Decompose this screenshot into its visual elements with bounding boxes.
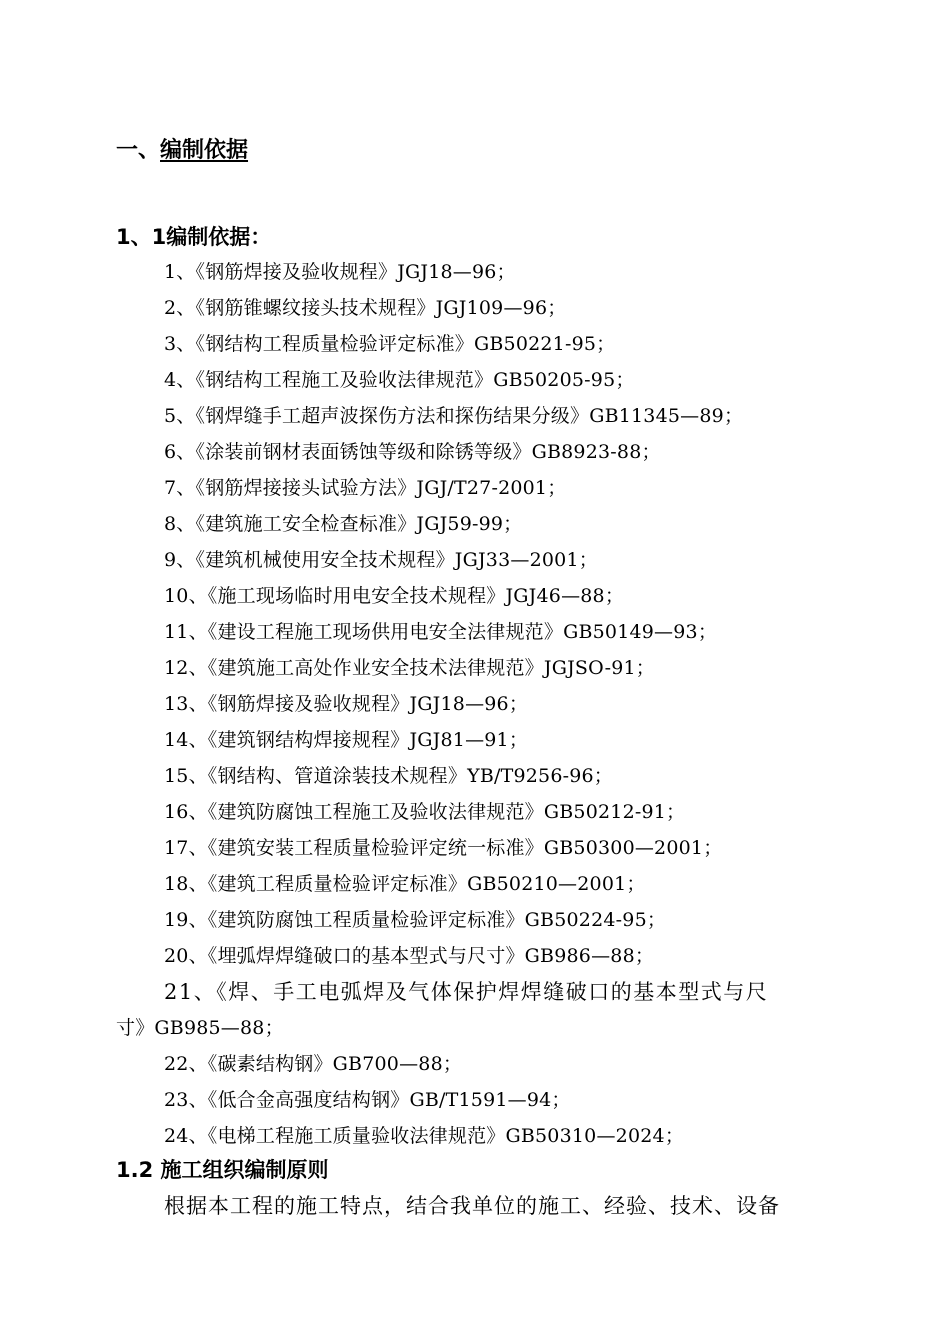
reference-item: 12、《建筑施工高处作业安全技术法律规范》JGJSO-91；	[164, 657, 655, 679]
reference-item-continued: 寸》GB985—88；	[116, 1017, 284, 1039]
reference-item: 8、《建筑施工安全检查标准》JGJ59-99；	[164, 513, 523, 535]
reference-item: 20、《埋弧焊焊缝破口的基本型式与尺寸》GB986—88；	[164, 945, 655, 967]
reference-item: 13、《钢筋焊接及验收规程》JGJ18—96；	[164, 693, 529, 715]
body-paragraph: 根据本工程的施工特点，结合我单位的施工、经验、技术、设备	[164, 1194, 780, 1218]
reference-item: 21、《焊、手工电弧焊及气体保护焊焊缝破口的基本型式与尺	[164, 980, 769, 1004]
reference-item: 2、《钢筋锥螺纹接头技术规程》JGJ109—96；	[164, 297, 567, 319]
reference-item: 7、《钢筋焊接接头试验方法》JGJ/T27-2001；	[164, 477, 567, 499]
reference-item: 6、《涂装前钢材表面锈蚀等级和除锈等级》GB8923-88；	[164, 441, 661, 463]
reference-item: 16、《建筑防腐蚀工程施工及验收法律规范》GB50212-91；	[164, 801, 686, 823]
reference-item: 3、《钢结构工程质量检验评定标准》GB50221-95；	[164, 333, 616, 355]
reference-item: 1、《钢筋焊接及验收规程》JGJ18—96；	[164, 261, 516, 283]
reference-item: 19、《建筑防腐蚀工程质量检验评定标准》GB50224-95；	[164, 909, 667, 931]
section-heading-1-1: 1、1编制依据：	[116, 225, 272, 249]
reference-item: 15、《钢结构、管道涂装技术规程》YB/T9256-96；	[164, 765, 614, 787]
reference-item: 4、《钢结构工程施工及验收法律规范》GB50205-95；	[164, 369, 635, 391]
section-heading-1-2: 1.2 施工组织编制原则	[116, 1158, 329, 1182]
reference-item: 10、《施工现场临时用电安全技术规程》JGJ46—88；	[164, 585, 625, 607]
reference-item: 5、《钢焊缝手工超声波探伤方法和探伤结果分级》GB11345—89；	[164, 405, 744, 427]
chapter-number: 一、	[116, 138, 161, 163]
reference-item: 9、《建筑机械使用安全技术规程》JGJ33—2001；	[164, 549, 598, 571]
reference-item: 24、《电梯工程施工质量验收法律规范》GB50310—2024；	[164, 1125, 685, 1147]
reference-item: 18、《建筑工程质量检验评定标准》GB50210—2001；	[164, 873, 646, 895]
reference-item: 17、《建筑安装工程质量检验评定统一标准》GB50300—2001；	[164, 837, 723, 859]
chapter-title: 编制依据	[160, 138, 249, 163]
reference-item: 14、《建筑钢结构焊接规程》JGJ81—91；	[164, 729, 529, 751]
reference-item: 11、《建设工程施工现场供用电安全法律规范》GB50149—93；	[164, 621, 718, 643]
chapter-heading	[116, 136, 248, 166]
reference-item: 22、《碳素结构钢》GB700—88；	[164, 1053, 463, 1075]
reference-item: 23、《低合金高强度结构钢》GB/T1591—94；	[164, 1089, 571, 1111]
